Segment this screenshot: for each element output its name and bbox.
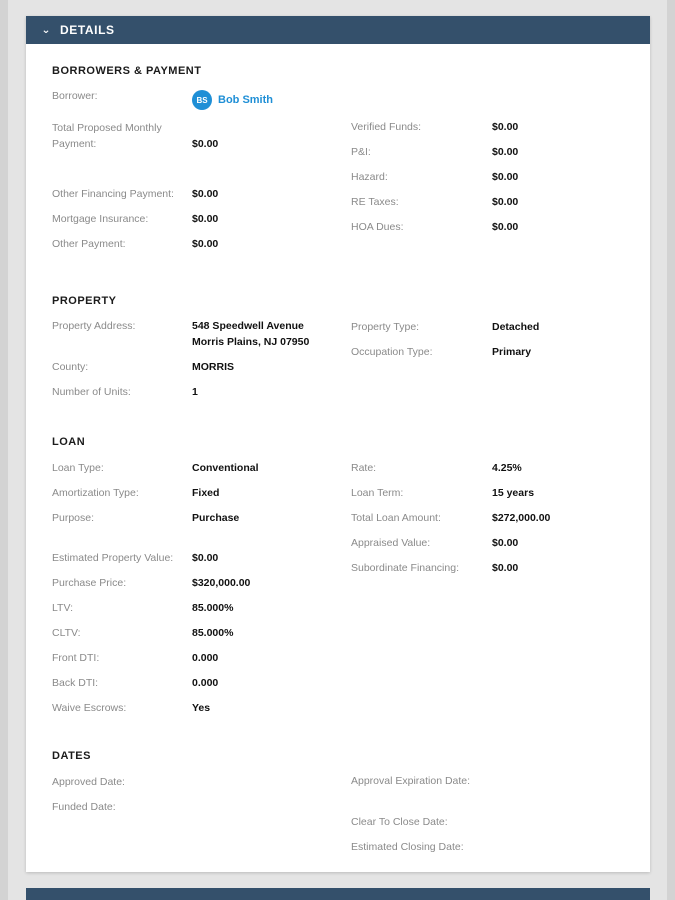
purchase-price-row bbox=[52, 574, 351, 591]
field-value: $0.00 bbox=[192, 238, 219, 250]
field-value: MORRIS bbox=[192, 361, 234, 373]
total-loan-amount-row bbox=[351, 509, 621, 526]
field-value: $272,000.00 bbox=[492, 512, 551, 524]
purpose-row bbox=[52, 509, 351, 526]
field-label: Loan Term: bbox=[351, 487, 404, 499]
field-label: Total Loan Amount: bbox=[351, 512, 441, 524]
field-value: $0.00 bbox=[192, 188, 219, 200]
field-value: $0.00 bbox=[492, 537, 519, 549]
field-label: Hazard: bbox=[351, 171, 388, 183]
clear-to-close-row bbox=[351, 813, 621, 830]
loan-right-column bbox=[351, 459, 621, 716]
waive-escrows-row bbox=[52, 699, 351, 716]
field-label: Approval Expiration Date: bbox=[351, 775, 471, 787]
borrowers-columns bbox=[52, 118, 624, 252]
field-value: $0.00 bbox=[492, 562, 519, 574]
field-value: Detached bbox=[492, 321, 540, 333]
field-label: RE Taxes: bbox=[351, 196, 399, 208]
left-gutter bbox=[0, 0, 8, 900]
chevron-down-icon[interactable]: ⌄ bbox=[41, 24, 52, 36]
borrowers-left-column bbox=[52, 118, 351, 252]
field-value: $0.00 bbox=[492, 121, 519, 133]
appraised-value-row bbox=[351, 534, 621, 551]
field-label: CLTV: bbox=[52, 627, 81, 639]
dates-left-column bbox=[52, 773, 351, 855]
field-value: $0.00 bbox=[492, 196, 519, 208]
field-label: Other Payment: bbox=[52, 238, 126, 250]
approved-date-row bbox=[52, 773, 351, 790]
field-value: Purchase bbox=[192, 512, 240, 524]
borrower-label: Borrower: bbox=[52, 90, 98, 102]
field-value: 0.000 bbox=[192, 677, 219, 689]
field-label: Occupation Type: bbox=[351, 346, 433, 358]
field-label: Property Address: bbox=[52, 320, 136, 332]
property-left-column bbox=[52, 318, 351, 400]
field-label: Estimated Closing Date: bbox=[351, 841, 464, 853]
loan-term-row bbox=[351, 484, 621, 501]
field-value: $0.00 bbox=[192, 138, 219, 150]
mortgage-insurance-row bbox=[52, 210, 351, 227]
field-value: $0.00 bbox=[492, 221, 519, 233]
hoa-dues-row bbox=[351, 218, 621, 235]
field-value: Fixed bbox=[192, 487, 220, 499]
field-label: HOA Dues: bbox=[351, 221, 404, 233]
county-row bbox=[52, 358, 351, 375]
address-line-2: Morris Plains, NJ 07950 bbox=[192, 336, 310, 348]
field-label: Number of Units: bbox=[52, 386, 131, 398]
field-value: 85.000% bbox=[192, 627, 234, 639]
field-label: Property Type: bbox=[351, 321, 420, 333]
field-label: Rate: bbox=[351, 462, 377, 474]
pi-row bbox=[351, 143, 621, 160]
units-row bbox=[52, 383, 351, 400]
other-financing-row bbox=[52, 168, 351, 202]
field-value: $0.00 bbox=[192, 552, 219, 564]
field-label: Amortization Type: bbox=[52, 487, 139, 499]
funded-date-row bbox=[52, 798, 351, 815]
property-type-row bbox=[351, 318, 621, 335]
borrower-row bbox=[52, 88, 624, 112]
total-proposed-row bbox=[52, 118, 351, 152]
field-label: Funded Date: bbox=[52, 801, 116, 813]
loan-left-column bbox=[52, 459, 351, 716]
borrower-name-link[interactable]: Bob Smith bbox=[218, 94, 273, 106]
field-value: $320,000.00 bbox=[192, 577, 251, 589]
field-label: Loan Type: bbox=[52, 462, 104, 474]
details-header[interactable] bbox=[26, 16, 650, 44]
loan-columns bbox=[52, 459, 624, 716]
field-value: $0.00 bbox=[192, 213, 219, 225]
field-label: Approved Date: bbox=[52, 776, 125, 788]
section-dates bbox=[52, 747, 624, 855]
field-value: 0.000 bbox=[192, 652, 219, 664]
field-label: Waive Escrows: bbox=[52, 702, 127, 714]
field-label: Verified Funds: bbox=[351, 121, 422, 133]
re-taxes-row bbox=[351, 193, 621, 210]
field-label: Subordinate Financing: bbox=[351, 562, 459, 574]
field-label: Appraised Value: bbox=[351, 537, 431, 549]
field-label: LTV: bbox=[52, 602, 74, 614]
field-label: County: bbox=[52, 361, 89, 373]
details-body bbox=[26, 44, 650, 855]
cltv-row bbox=[52, 624, 351, 641]
details-card bbox=[26, 16, 650, 872]
field-label: Mortgage Insurance: bbox=[52, 213, 149, 225]
field-label: Front DTI: bbox=[52, 652, 100, 664]
ltv-row bbox=[52, 599, 351, 616]
borrowers-right-column bbox=[351, 118, 621, 252]
field-value: Primary bbox=[492, 346, 532, 358]
details-title: DETAILS bbox=[60, 23, 115, 37]
estimated-property-value-row bbox=[52, 534, 351, 566]
field-label: Other Financing Payment: bbox=[52, 188, 174, 200]
amortization-row bbox=[52, 484, 351, 501]
section-title-loan: LOAN bbox=[52, 436, 86, 448]
property-address-value bbox=[192, 318, 309, 350]
dates-right-column bbox=[351, 773, 621, 855]
field-value: 85.000% bbox=[192, 602, 234, 614]
field-label: P&I: bbox=[351, 146, 371, 158]
field-value: 4.25% bbox=[492, 462, 522, 474]
estimated-closing-row bbox=[351, 838, 621, 855]
field-value: $0.00 bbox=[492, 171, 519, 183]
field-value: 15 years bbox=[492, 487, 535, 499]
field-label: Back DTI: bbox=[52, 677, 99, 689]
section-title-dates: DATES bbox=[52, 750, 91, 762]
subordinate-financing-row bbox=[351, 559, 621, 576]
right-gutter bbox=[667, 0, 675, 900]
section-title-borrowers: BORROWERS & PAYMENT bbox=[52, 65, 202, 77]
borrower-chip[interactable] bbox=[192, 90, 273, 110]
back-dti-row bbox=[52, 674, 351, 691]
property-columns bbox=[52, 318, 624, 400]
field-label: Clear To Close Date: bbox=[351, 816, 448, 828]
occupation-row bbox=[351, 343, 621, 360]
section-title-property: PROPERTY bbox=[52, 295, 117, 307]
field-label: Purpose: bbox=[52, 512, 95, 524]
field-value: $0.00 bbox=[492, 146, 519, 158]
hazard-row bbox=[351, 168, 621, 185]
section-loan bbox=[52, 433, 624, 747]
section-property bbox=[52, 292, 624, 433]
property-address-row bbox=[52, 318, 351, 352]
avatar: BS bbox=[192, 90, 212, 110]
address-line-1: 548 Speedwell Avenue bbox=[192, 320, 304, 332]
property-right-column bbox=[351, 318, 621, 400]
loan-type-row bbox=[52, 459, 351, 476]
field-value: Conventional bbox=[192, 462, 259, 474]
rate-row bbox=[351, 459, 621, 476]
field-label: Total Proposed Monthly Payment: bbox=[52, 122, 162, 150]
approval-expiration-row bbox=[351, 773, 621, 805]
field-value: Yes bbox=[192, 702, 211, 714]
field-label: Purchase Price: bbox=[52, 577, 127, 589]
dates-columns bbox=[52, 773, 624, 855]
field-value: 1 bbox=[192, 386, 198, 398]
next-panel-header[interactable] bbox=[26, 888, 650, 900]
section-borrowers bbox=[52, 62, 624, 292]
other-payment-row bbox=[52, 235, 351, 252]
front-dti-row bbox=[52, 649, 351, 666]
field-label: Estimated Property Value: bbox=[52, 552, 174, 564]
verified-funds-row bbox=[351, 118, 621, 135]
